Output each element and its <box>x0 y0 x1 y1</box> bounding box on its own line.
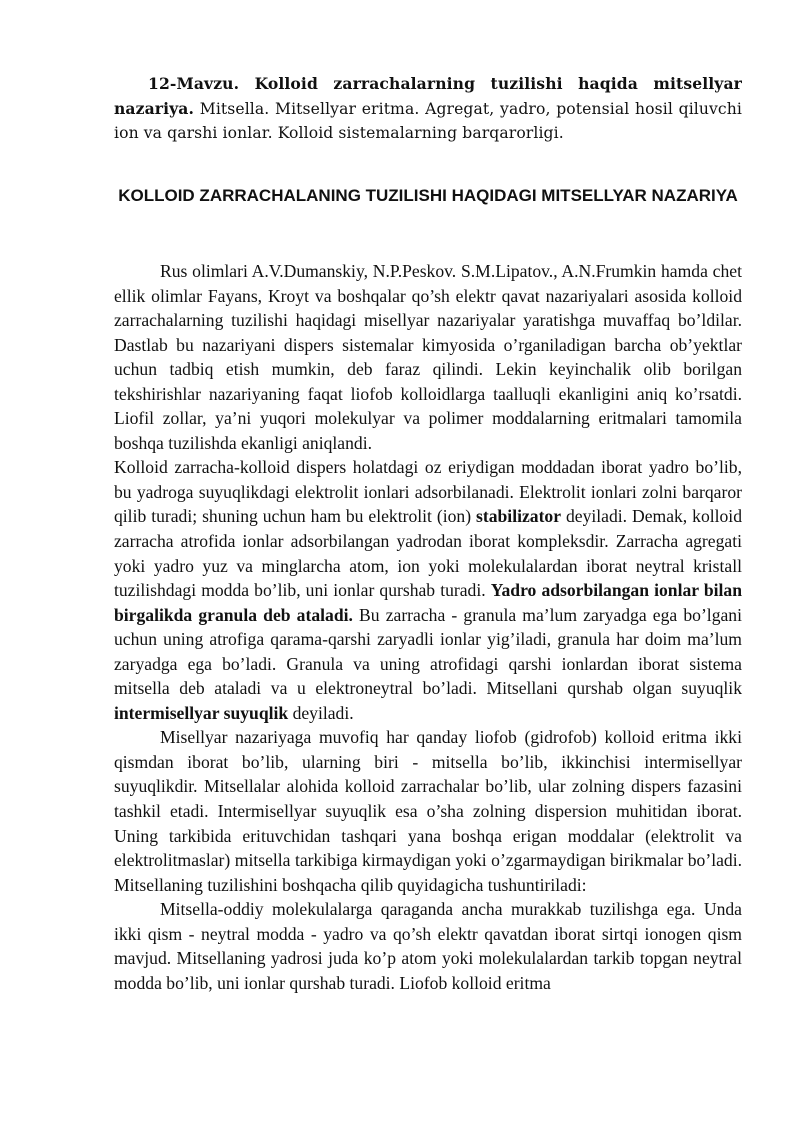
granula-definition: Yadro adsorbilangan ionlar bilan birgalikda granula deb ataladi. <box>114 580 742 625</box>
term-stabilizator: stabilizator <box>476 506 562 527</box>
paragraph-1: Rus olimlari A.V.Dumanskiy, N.P.Peskov. S.M.Lipatov., A.N.Frumkin hamda chet ellik olimlar Fayans, Kroyt va boshqalar qo’sh elektr qavat nazariyalari asosida kolloid zarrachalarning tuzilishi haqidagi misellyar nazariyalar yaratishga muvaffaq bo’ldilar. Dastlab bu nazariyani dispers sistemalar kimyosida o’rganiladigan barcha ob’yektlar uchun tadbiq etish mumkin, deb faraz qilindi. Lekin keyinchalik olib borilgan tekshirishlar nazariyaning faqat liofob kolloidlarga taalluqli ekanligini aniq ko’rsatdi. Liofil zollar, ya’ni yuqori molekulyar va polimer moddalarning eritmalari tamomila boshqa tuzilishda ekanligi aniqlandi. <box>114 261 742 453</box>
paragraph-2-text-e: Bu zarracha - granula ma’lum zaryadga ega bo’lgani uchun uning atrofiga qarama-qarshi zaryadli ionlar yig’iladi, granula har doim ma’lum zaryadga ega bo’ladi. Granula va uning atrofidagi qarshi ionlardan iborat sistema mitsella deb ataladi va u elektroneytral bo’ladi. Mitsellani qurshab olgan suyuqlik <box>114 604 742 699</box>
term-intermisellyar: intermisellyar suyuqlik <box>114 702 289 723</box>
body-text <box>114 259 742 995</box>
topic-title: 12-Mavzu. Kolloid zarrachalarning tuzilishi haqida mitsellyar nazariya. <box>114 74 742 118</box>
paragraph-2-text-g: deyiladi. <box>288 702 354 723</box>
topic-intro <box>114 72 742 146</box>
paragraph-4: Mitsella-oddiy molekulalarga qaraganda ancha murakkab tuzilishga ega. Unda ikki qism - neytral modda - yadro va qo’sh elektr qavatdan iborat sirtqi ionogen qism mavjud. Mitsellaning yadrosi juda ko’p atom yoki molekulalardan tarkib topgan neytral modda bo’lib, uni ionlar qurshab turadi. Liofob kolloid eritma <box>114 899 742 993</box>
topic-subjects: Mitsella. Mitsellyar eritma. Agregat, yadro, potensial hosil qiluvchi ion va qarshi ionlar. Kolloid sistemalarning barqarorligi. <box>114 99 742 142</box>
paragraph-2-text-a: Kolloid zarracha-kolloid dispers holatdagi oz eriydigan moddadan iborat yadro bo’lib, bu yadroga suyuqlikdagi elektrolit ionlari adsorbilanadi. Elektrolit ionlari zolni barqaror qilib turadi; shuning uchun ham bu elektrolit (ion) <box>114 457 742 527</box>
section-heading: KOLLOID ZARRACHALANING TUZILISHI HAQIDAGI MITSELLYAR NAZARIYA <box>118 186 738 205</box>
topic-paragraph <box>114 72 742 146</box>
paragraph-2 <box>114 455 742 725</box>
paragraph-3: Misellyar nazariyaga muvofiq har qanday liofob (gidrofob) kolloid eritma ikki qismdan iborat bo’lib, ularning biri - mitsella bo’lib, ikkinchisi intermisellyar suyuqlikdir. Mitsellalar alohida kolloid zarrachalar bo’lib, ular zolning dispers fazasini tashkil etadi. Intermisellyar suyuqlik esa o’sha zolning dispersion muhitidan iborat. Uning tarkibida erituvchidan tashqari yana boshqa erigan moddalar (elektrolit va elektrolitmaslar) mitsella tarkibiga kirmaydigan yoki o’zgarmaydigan birikmalar bo’ladi. Mitsellaning tuzilishini boshqacha qilib quyidagicha tushuntiriladi: <box>114 727 742 895</box>
paragraph-2-text-c: deyiladi. Demak, kolloid zarracha atrofida ionlar adsorbilangan yadrodan iborat kompleksdir. Zarracha agregati yoki yadro yuz va minglarcha atom, ion yoki molekulalardan iborat neytral kristall tuzilishdagi modda bo’lib, uni ionlar qurshab turadi. <box>114 506 742 601</box>
